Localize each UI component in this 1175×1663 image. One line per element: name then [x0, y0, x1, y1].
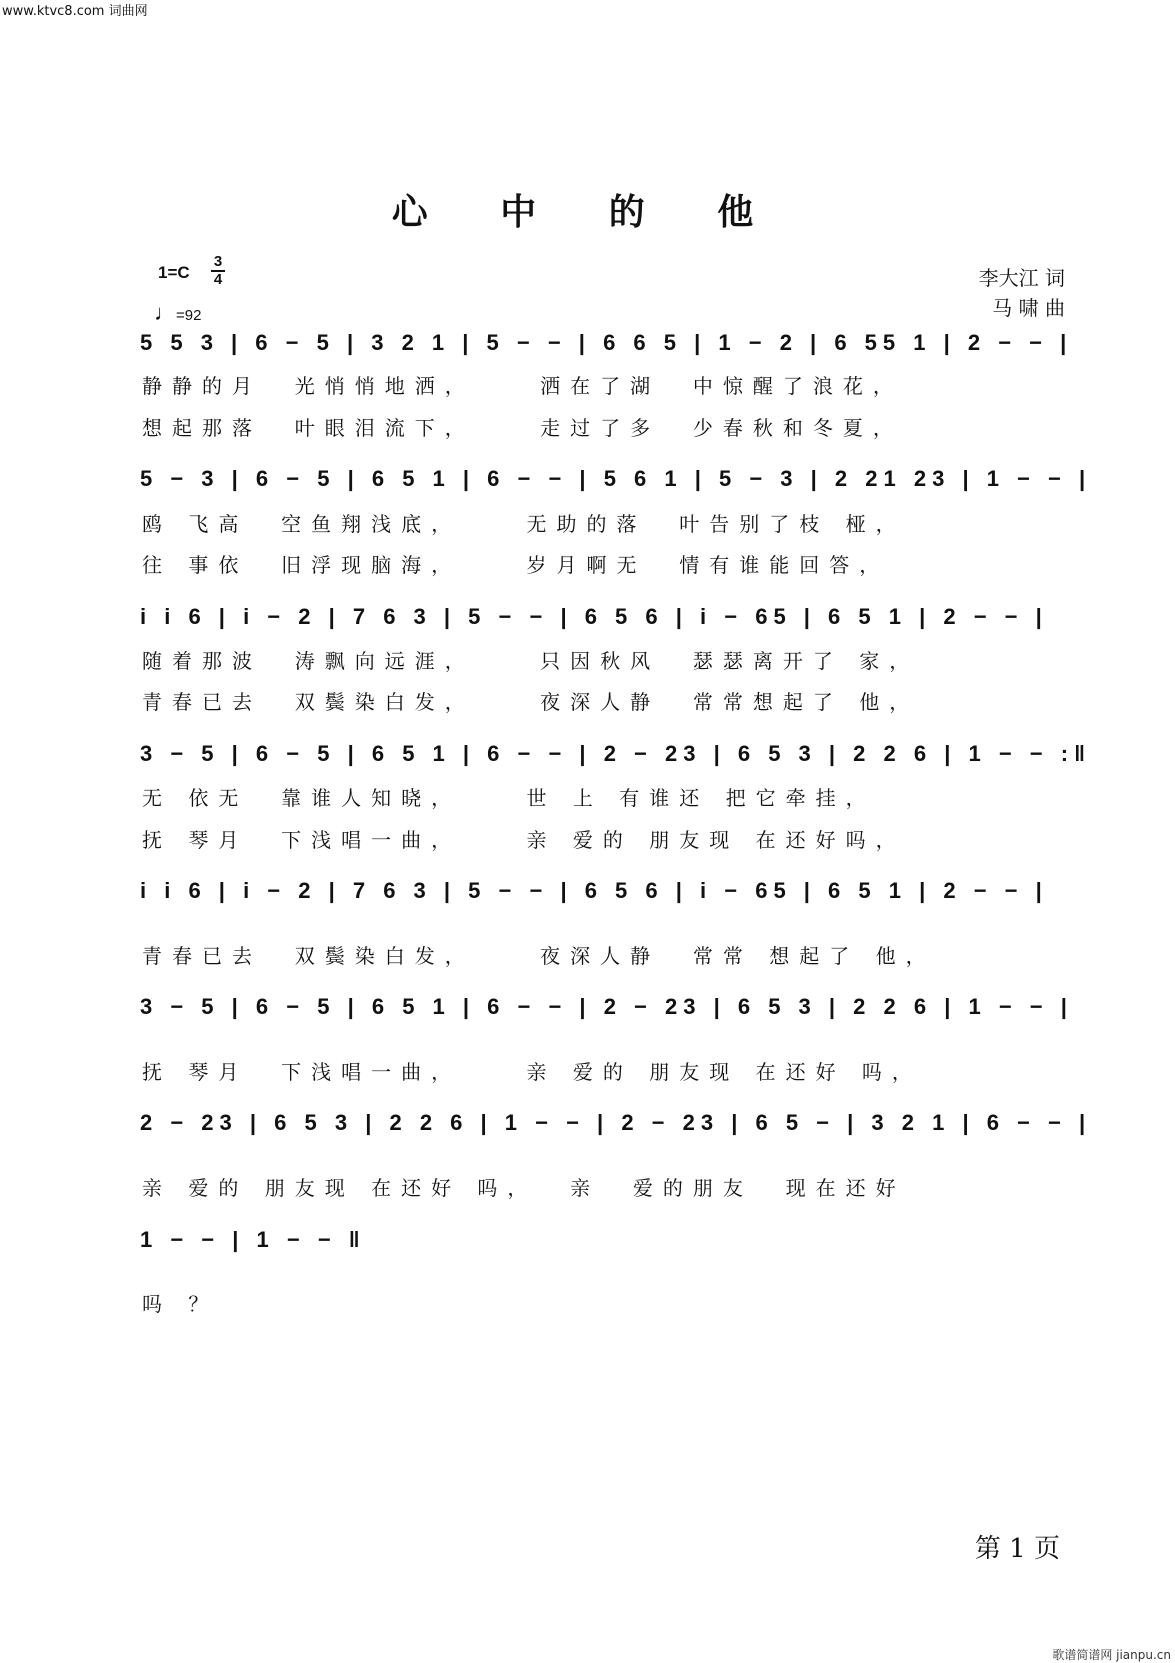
- lyric-line: 无 依无 靠谁人知晓， 世 上 有谁还 把它牵挂，: [142, 786, 876, 810]
- key-signature: 1=C: [158, 263, 190, 282]
- lyric-line: 抚 琴月 下浅唱一曲， 亲 爱的 朋友现 在还好 吗，: [142, 1060, 922, 1084]
- notation-line: i i 6 | i − 2 | 7 6 3 | 5 − − | 6 5 6 | i − 65 | 6 5 1 | 2 − − |: [140, 604, 1048, 629]
- lyricist-credit: 李大江 词: [978, 266, 1065, 290]
- time-signature: [210, 254, 226, 288]
- lyric-line: 亲 爱的 朋友现 在还好 吗， 亲 爱的朋友 现在还好: [142, 1176, 906, 1200]
- notation-line: 5 − 3 | 6 − 5 | 6 5 1 | 6 − − | 5 6 1 | 5 − 3 | 2 21 23 | 1 − − |: [140, 466, 1092, 491]
- lyric-line: 抚 琴月 下浅唱一曲， 亲 爱的 朋友现 在还好吗，: [142, 828, 906, 852]
- lyric-line: 吗 ？: [142, 1292, 219, 1316]
- lyric-line: 鸥 飞高 空鱼翔浅底， 无助的落 叶告别了枝 桠，: [142, 512, 906, 536]
- song-title: 心 中 的 他: [391, 191, 784, 233]
- notation-line: 1 − − | 1 − − ‖: [140, 1227, 366, 1252]
- composer-credit: 马 啸 曲: [992, 296, 1065, 320]
- notation-line: i i 6 | i − 2 | 7 6 3 | 5 − − | 6 5 6 | i − 65 | 6 5 1 | 2 − − |: [140, 878, 1048, 903]
- lyric-line: 青春已去 双鬓染白发， 夜深人静 常常想起了 他，: [142, 690, 920, 714]
- notation-line: 5 5 3 | 6 − 5 | 3 2 1 | 5 − − | 6 6 5 | 1 − 2 | 6 55 1 | 2 − − |: [140, 330, 1073, 355]
- lyric-line: 随着那波 涛飘向远涯， 只因秋风 瑟瑟离开了 家，: [142, 649, 920, 673]
- time-signature-top: 3: [213, 253, 223, 270]
- quarter-note-icon: ♩: [154, 300, 176, 325]
- notation-line: 3 − 5 | 6 − 5 | 6 5 1 | 6 − − | 2 − 23 | 6 5 3 | 2 2 6 | 1 − − :‖: [140, 741, 1092, 766]
- time-signature-bottom: 4: [213, 271, 223, 288]
- lyric-line: 往 事依 旧浮现脑海， 岁月啊无 情有谁能回答，: [142, 553, 890, 577]
- tempo-marking: [154, 300, 201, 326]
- watermark-top: www.ktvc8.com 词曲网: [2, 4, 148, 19]
- lyric-line: 静静的月 光悄悄地洒， 洒在了湖 中惊醒了浪花，: [142, 374, 903, 398]
- tempo-value: =92: [176, 307, 202, 324]
- notation-line: 2 − 23 | 6 5 3 | 2 2 6 | 1 − − | 2 − 23 | 6 5 − | 3 2 1 | 6 − − |: [140, 1110, 1092, 1135]
- lyric-line: 青春已去 双鬓染白发， 夜深人静 常常 想起了 他，: [142, 944, 936, 968]
- page-number: 第 1 页: [974, 1534, 1060, 1564]
- notation-line: 3 − 5 | 6 − 5 | 6 5 1 | 6 − − | 2 − 23 | 6 5 3 | 2 2 6 | 1 − − |: [140, 994, 1073, 1019]
- watermark-bottom: 歌谱简谱网 jianpu.cn: [1052, 1648, 1171, 1662]
- lyric-line: 想起那落 叶眼泪流下， 走过了多 少春秋和冬夏，: [142, 416, 903, 440]
